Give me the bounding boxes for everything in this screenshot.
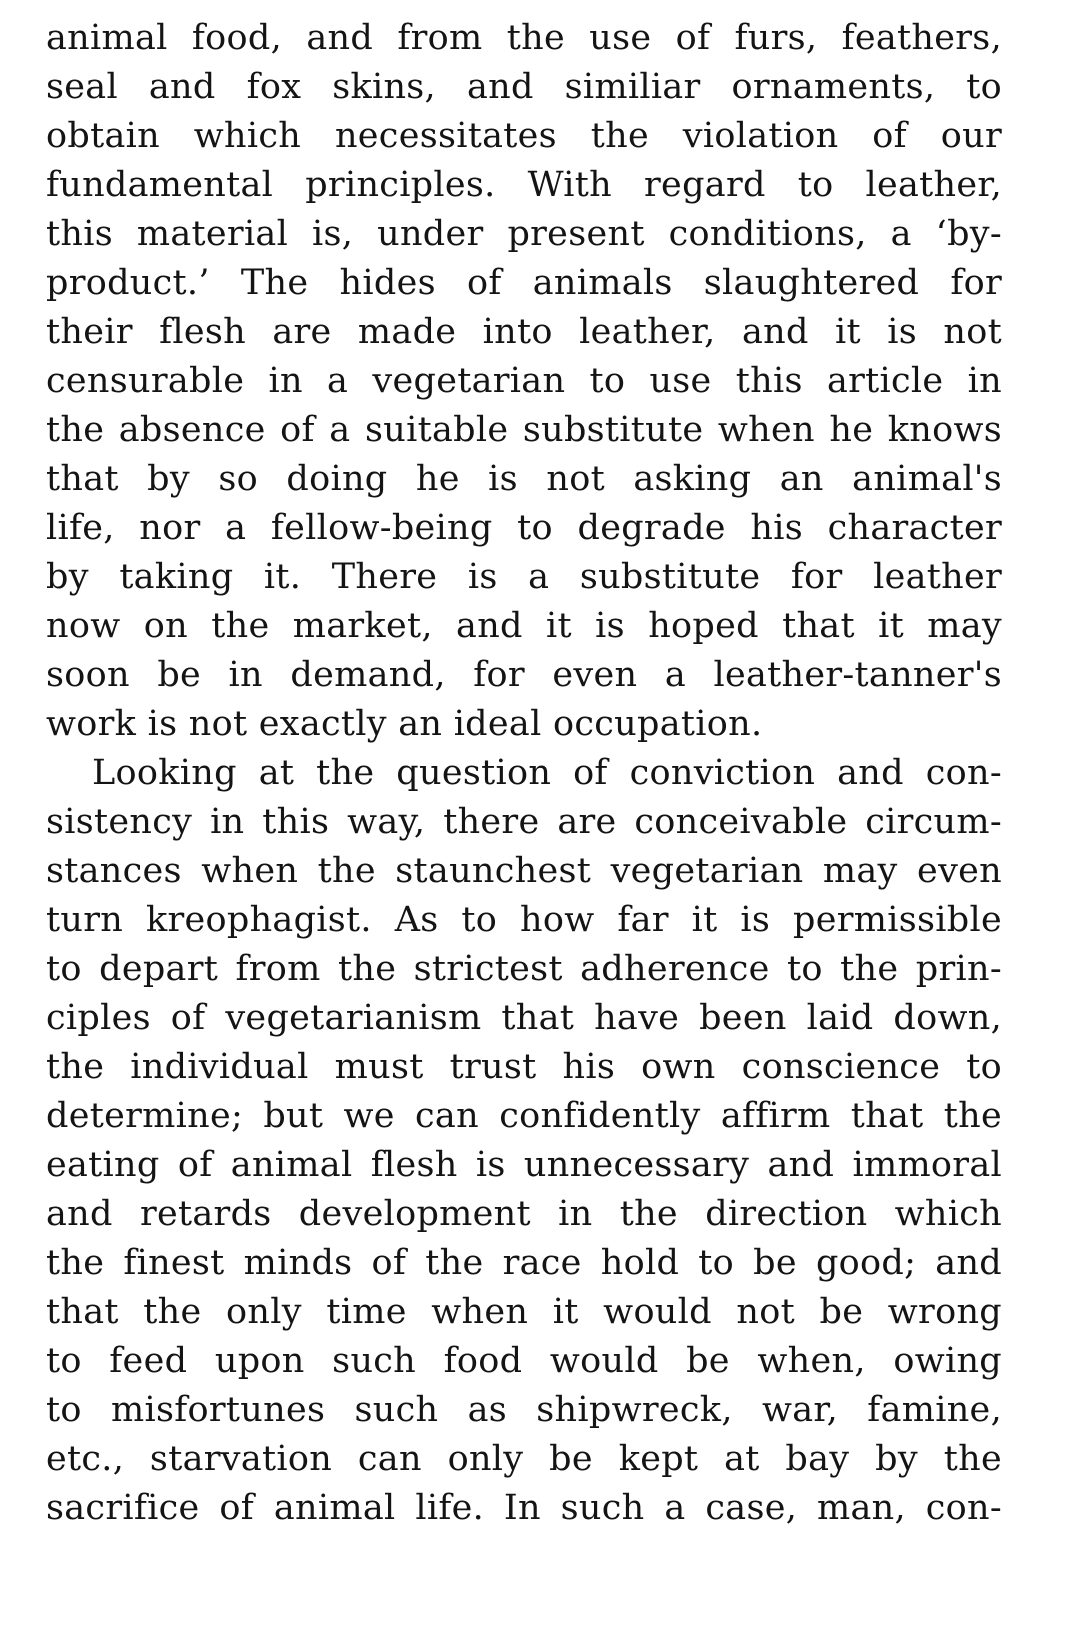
text-line: life, nor a fellow-being to degrade his character <box>46 508 1002 548</box>
text-line: censurable in a vegetarian to use this article in <box>46 361 1002 401</box>
text-line: Looking at the question of conviction and con- <box>92 753 1002 793</box>
text-line: by taking it. There is a substitute for leather <box>46 557 1002 597</box>
text-line: this material is, under present conditions, a ‘by- <box>46 214 1002 254</box>
paragraph-1 <box>46 14 1002 749</box>
text-line: ciples of vegetarianism that have been laid down, <box>46 998 1002 1038</box>
text-line: animal food, and from the use of furs, feathers, <box>46 18 1002 58</box>
text-line: product.’ The hides of animals slaughtered for <box>46 263 1002 303</box>
text-line: the individual must trust his own conscience to <box>46 1047 1002 1087</box>
text-line: that by so doing he is not asking an animal's <box>46 459 1002 499</box>
text-line: turn kreophagist. As to how far it is permissible <box>46 900 1002 940</box>
text-line: work is not exactly an ideal occupation. <box>46 704 763 744</box>
text-line: to misfortunes such as shipwreck, war, famine, <box>46 1390 1002 1430</box>
text-line: sistency in this way, there are conceivable circum- <box>46 802 1002 842</box>
body-text <box>46 14 1002 1533</box>
text-line: stances when the staunchest vegetarian may even <box>46 851 1002 891</box>
text-line: to feed upon such food would be when, owing <box>46 1341 1002 1381</box>
text-line: determine; but we can confidently affirm that the <box>46 1096 1002 1136</box>
paragraph-2 <box>46 749 1002 1533</box>
text-line: etc., starvation can only be kept at bay by the <box>46 1439 1002 1479</box>
text-line: sacrifice of animal life. In such a case, man, con- <box>46 1488 1002 1528</box>
text-line: their flesh are made into leather, and it is not <box>46 312 1002 352</box>
text-line: fundamental principles. With regard to leather, <box>46 165 1002 205</box>
text-line: eating of animal flesh is unnecessary and immoral <box>46 1145 1002 1185</box>
text-line: and retards development in the direction which <box>46 1194 1002 1234</box>
text-line: obtain which necessitates the violation of our <box>46 116 1002 156</box>
text-line: soon be in demand, for even a leather-tanner's <box>46 655 1002 695</box>
text-line: the finest minds of the race hold to be good; and <box>46 1243 1002 1283</box>
text-line: now on the market, and it is hoped that it may <box>46 606 1002 646</box>
text-line: that the only time when it would not be wrong <box>46 1292 1002 1332</box>
text-line: the absence of a suitable substitute when he knows <box>46 410 1002 450</box>
text-line: to depart from the strictest adherence to the prin- <box>46 949 1002 989</box>
text-line: seal and fox skins, and similiar ornaments, to <box>46 67 1002 107</box>
